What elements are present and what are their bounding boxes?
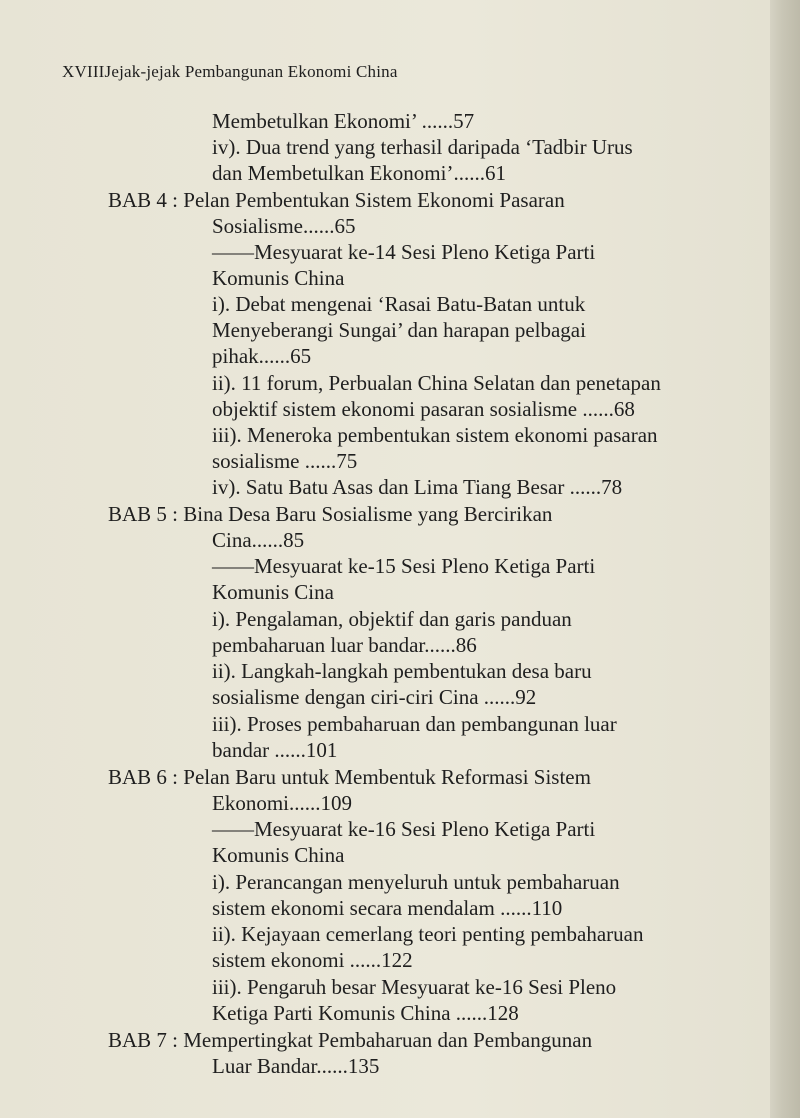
toc-line: iii). Pengaruh besar Mesyuarat ke-16 Sesi Pleno (212, 975, 617, 999)
chapter-4-heading: BAB 4 : Pelan Pembentukan Sistem Ekonomi Pasaran (108, 188, 565, 212)
toc-line: sistem ekonomi ......122 (212, 948, 413, 972)
toc-line: objektif sistem ekonomi pasaran sosialisme ......68 (212, 397, 635, 421)
running-header: XVIIIJejak-jejak Pembangunan Ekonomi China (62, 62, 398, 81)
chapter-6-heading: BAB 6 : Pelan Baru untuk Membentuk Reformasi Sistem (108, 765, 591, 789)
toc-line: ii). Langkah-langkah pembentukan desa baru (212, 659, 592, 683)
toc-line: Komunis China (212, 266, 345, 290)
chapter-7-heading: BAB 7 : Mempertingkat Pembaharuan dan Pembangunan (108, 1028, 593, 1052)
toc-line: ii). 11 forum, Perbualan China Selatan dan penetapan (212, 371, 661, 395)
toc-line: iv). Satu Batu Asas dan Lima Tiang Besar ......78 (212, 475, 623, 499)
toc-line: Menyeberangi Sungai’ dan harapan pelbagai (212, 318, 586, 342)
book-spine-shadow (770, 0, 800, 1118)
toc-line: sosialisme dengan ciri-ciri Cina ......92 (212, 685, 537, 709)
toc-line: ——Mesyuarat ke-15 Sesi Pleno Ketiga Parti (212, 554, 596, 578)
toc-line: pihak......65 (212, 344, 312, 368)
toc-line: i). Debat mengenai ‘Rasai Batu-Batan untuk (212, 292, 586, 316)
toc-line: sistem ekonomi secara mendalam ......110 (212, 896, 563, 920)
toc-line: ii). Kejayaan cemerlang teori penting pembaharuan (212, 922, 644, 946)
toc-line: iii). Proses pembaharuan dan pembangunan luar (212, 712, 617, 736)
toc-line: Komunis Cina (212, 580, 334, 604)
toc-line: dan Membetulkan Ekonomi’......61 (212, 161, 506, 185)
toc-line: sosialisme ......75 (212, 449, 358, 473)
toc-line: Ketiga Parti Komunis China ......128 (212, 1001, 519, 1025)
toc-line: Komunis China (212, 843, 345, 867)
toc-line: Ekonomi......109 (212, 791, 352, 815)
chapter-5-heading: BAB 5 : Bina Desa Baru Sosialisme yang Bercirikan (108, 502, 553, 526)
toc-line: Sosialisme......65 (212, 214, 356, 238)
toc-line: i). Perancangan menyeluruh untuk pembaharuan (212, 870, 620, 894)
toc-line: iii). Meneroka pembentukan sistem ekonomi pasaran (212, 423, 658, 447)
toc-line: bandar ......101 (212, 738, 338, 762)
toc-line: Membetulkan Ekonomi’ ......57 (212, 109, 475, 133)
toc-line: ——Mesyuarat ke-16 Sesi Pleno Ketiga Parti (212, 817, 596, 841)
toc-line: ——Mesyuarat ke-14 Sesi Pleno Ketiga Parti (212, 240, 596, 264)
toc-line: pembaharuan luar bandar......86 (212, 633, 477, 657)
toc-line: Cina......85 (212, 528, 305, 552)
toc-line: Luar Bandar......135 (212, 1054, 380, 1078)
toc-line: i). Pengalaman, objektif dan garis panduan (212, 607, 572, 631)
toc-line: iv). Dua trend yang terhasil daripada ‘Tadbir Urus (212, 135, 633, 159)
